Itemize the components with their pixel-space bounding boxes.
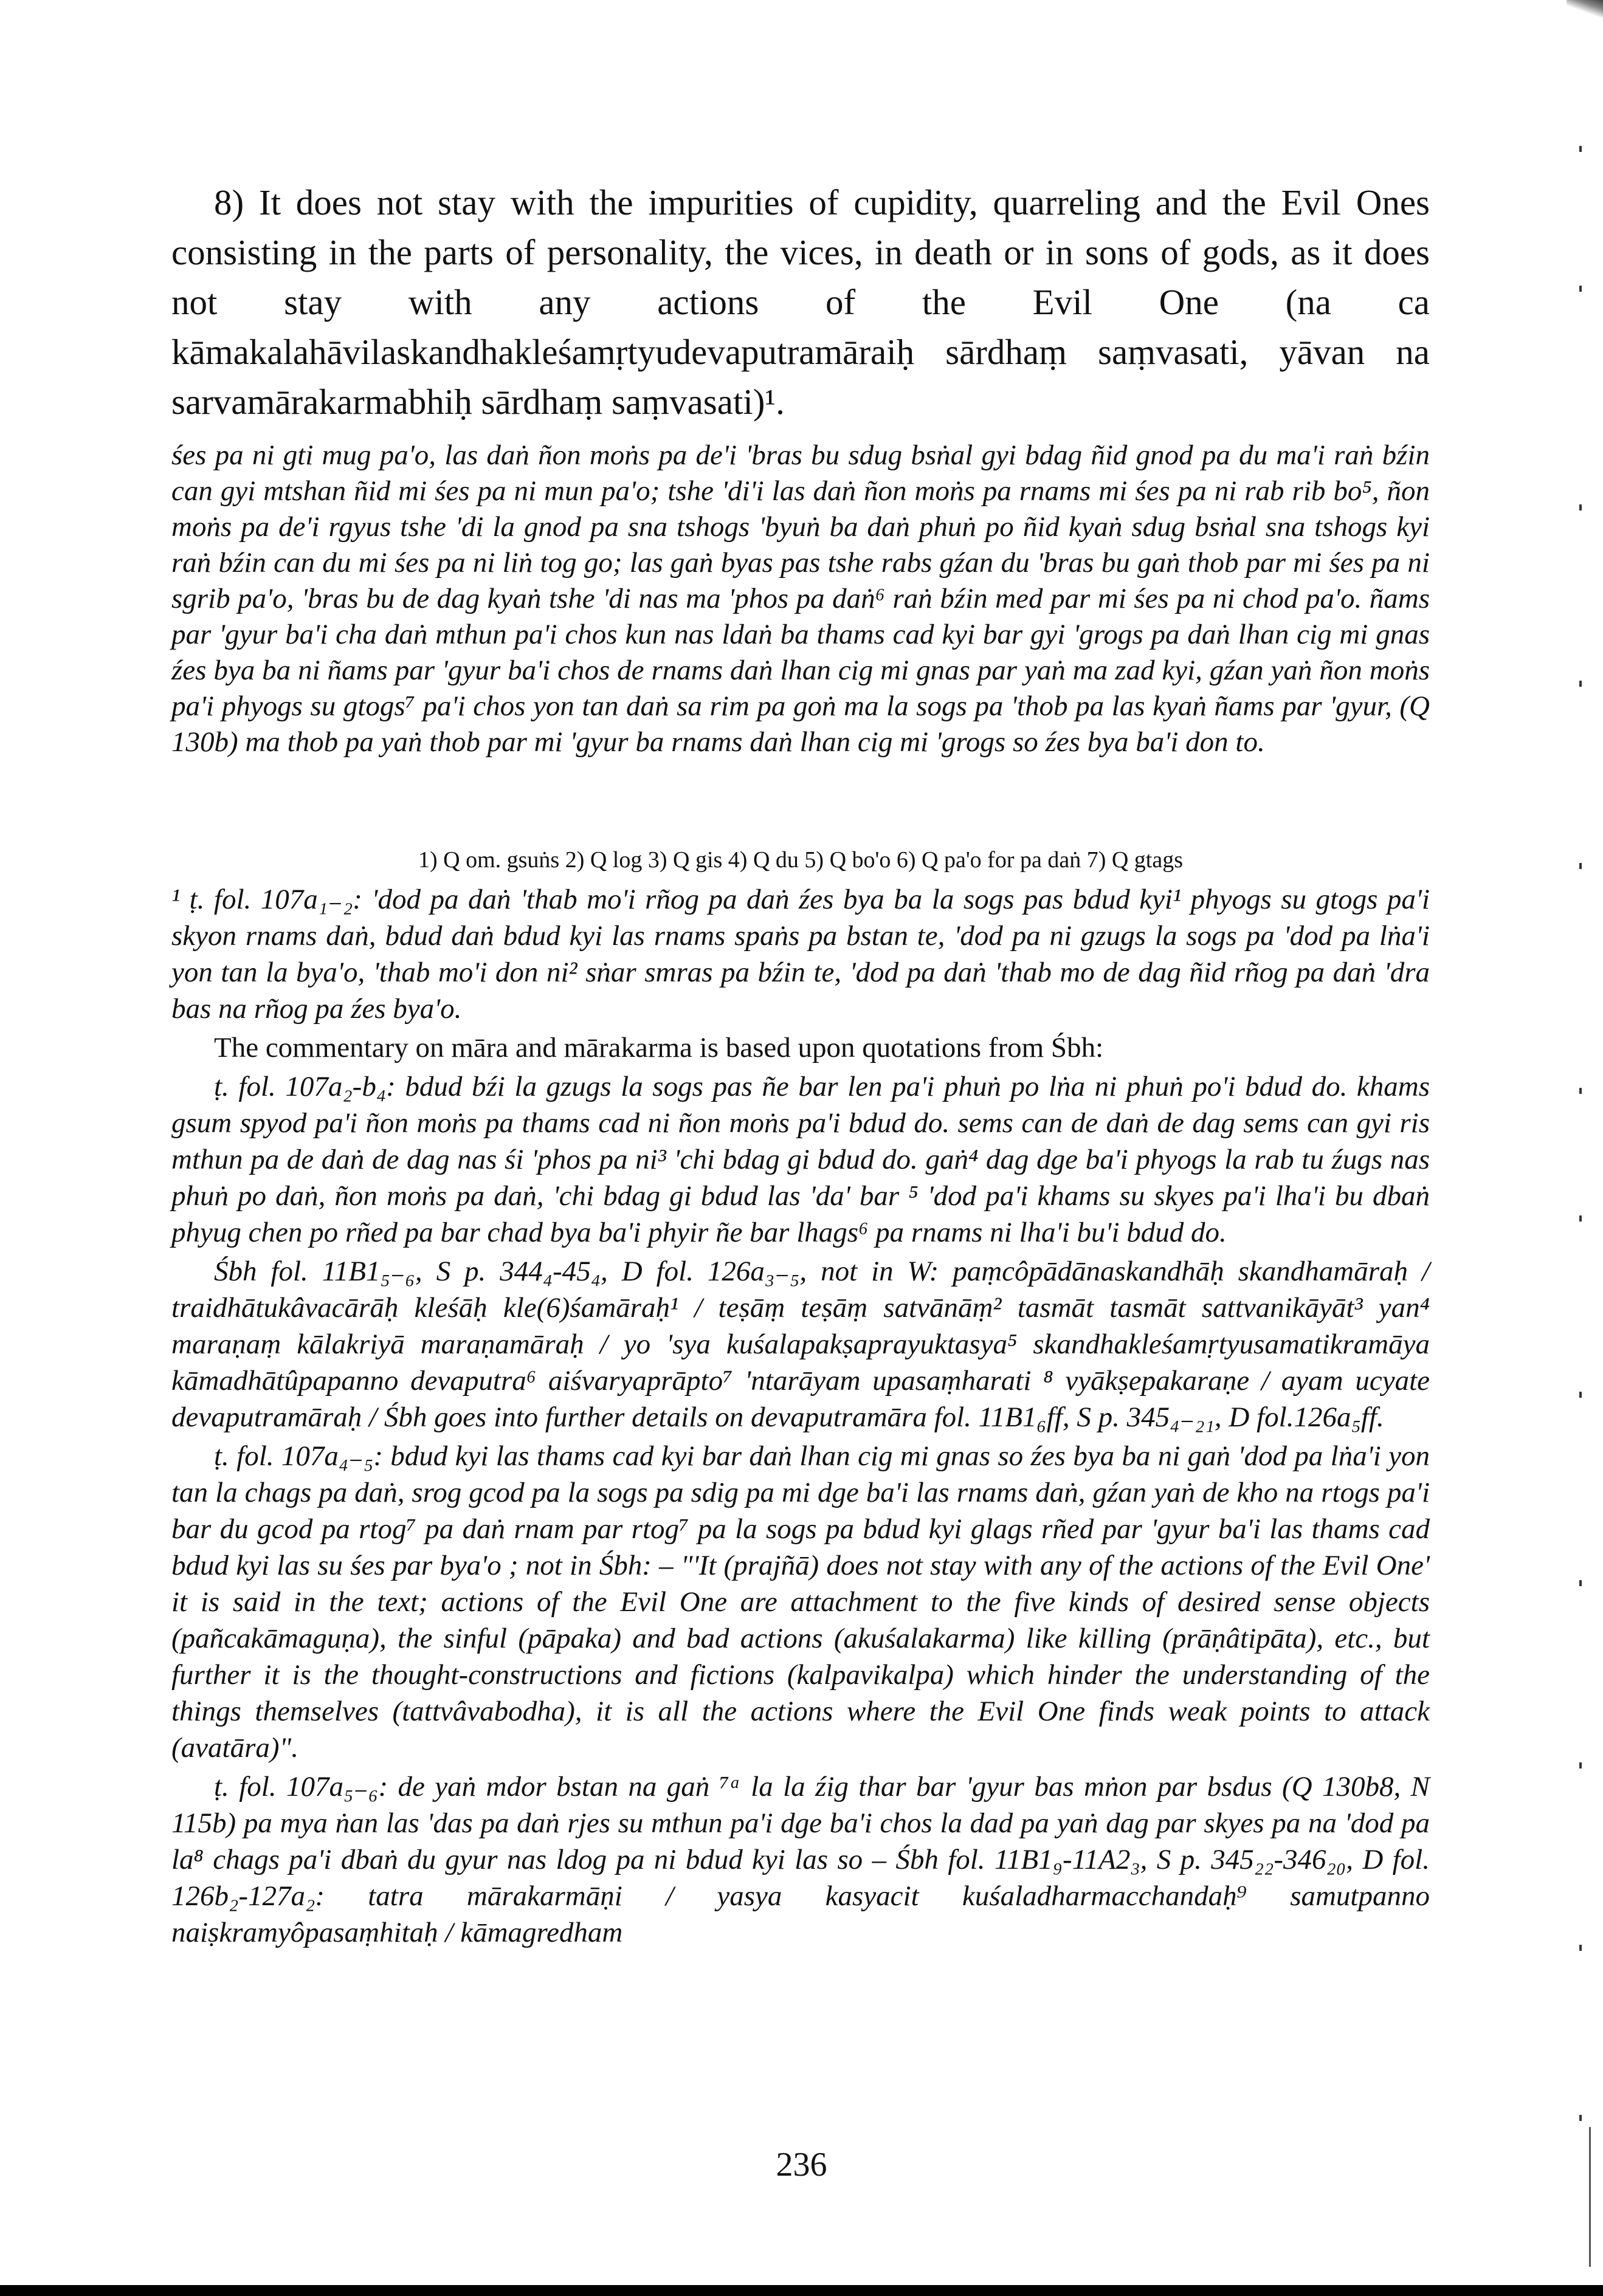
- variant-readings: 1) Q om. gsuṅs 2) Q log 3) Q gis 4) Q du 5) Q bo'o 6) Q pa'o for pa daṅ 7) Q gtags: [418, 847, 1184, 873]
- commentary-sbh-quote: Śbh fol. 11B1₅₋₆, S p. 344₄-45₄, D fol. 126a₃₋₅, not in W: paṃcôpādānaskandhāḥ skandhamāraḥ / traidhātukâvacārāḥ kleśāḥ kle(6)śamāraḥ¹ / teṣāṃ teṣāṃ satvānāṃ² tasmāt tasmāt sattvanikāyāt³ yan⁴ maraṇaṃ kālakriyā maraṇamāraḥ / yo 'sya kuśalapakṣaprayuktasya⁵ skandhakleśamṛtyusamatikramāya kāmadhātûpapanno devaputra⁶ aiśvaryaprāpto⁷ 'ntarāyam upasaṃharati ⁸ vyākṣepakaraṇe / ayam ucyate devaputramāraḥ / Śbh goes into further details on devaputramāra fol. 11B1₆ff, S p. 345₄₋₂₁, D fol.126a₅ff.: [171, 1256, 1430, 1433]
- margin-mark: [1579, 1215, 1582, 1222]
- margin-mark: [1579, 1392, 1582, 1398]
- commentary-mara-karma: ṭ. fol. 107a₅₋₆: de yaṅ mdor bstan na gaṅ ⁷ᵃ la la źig thar bar 'gyur bas mṅon par bsdus (Q 130b8, N 115b) pa mya ṅan las 'das pa daṅ rjes su mthun pa'i dge ba'i chos la dad pa yaṅ dag par skyes pa na 'dod pa la⁸ chags pa'i dbaṅ du gyur nas ldog pa ni bdud kyi las so – Śbh fol. 11B1₉-11A2₃, S p. 345₂₂-346₂₀, D fol. 126b₂-127a₂: tatra mārakarmāṇi / yasya kasyacit kuśaladharmacchandaḥ⁹ samutpanno naiṣkramyôpasaṃhitaḥ / kāmagredham: [171, 1771, 1430, 1948]
- footnote-1: ¹ ṭ. fol. 107a₁₋₂: 'dod pa daṅ 'thab mo'i rñog pa daṅ źes bya ba la sogs pas bdud kyi¹ phyogs su gtogs pa'i skyon rnams daṅ, bdud daṅ bdud kyi las rnams spaṅs pa bstan te, 'dod pa ni gzugs la sogs pa 'dod pa lṅa'i yon tan la bya'o, 'thab mo'i don ni² sṅar smras pa bźin te, 'dod pa daṅ 'thab mo de dag ñid rñog pa daṅ 'dra bas na rñog pa źes bya'o.: [171, 884, 1430, 1025]
- margin-mark: [1579, 1088, 1582, 1094]
- footnote-commentary: [171, 881, 1430, 1953]
- margin-mark: [1579, 146, 1582, 152]
- main-paragraph: [171, 177, 1430, 427]
- margin-mark: [1579, 1580, 1582, 1586]
- page-number: 236: [776, 2146, 827, 2184]
- paragraph-8: 8) It does not stay with the impurities of cupidity, quarreling and the Evil Ones consisting in the parts of personality, the vices, in death or in sons of gods, as it does not stay with any actions of the Evil One (na ca kāmakalahāvilaskandhakleśamṛtyudevaputramāraiḥ sārdhaṃ saṃvasati, yāvan na sarvamārakarmabhiḥ sārdhaṃ saṃvasati)¹.: [171, 182, 1430, 422]
- scan-bottom-edge: [0, 2285, 1603, 2296]
- margin-mark: [1579, 286, 1582, 292]
- commentary-four-maras: ṭ. fol. 107a₂-b₄: bdud bźi la gzugs la sogs pas ñe bar len pa'i phuṅ po lṅa ni phuṅ po'i bdud do. khams gsum spyod pa'i ñon moṅs pa thams cad ni ñon moṅs pa'i bdud do. sems can de daṅ de dag sems can gyi ris mthun pa de daṅ de dag nas śi 'phos pa ni³ 'chi bdag gi bdud do. gaṅ⁴ dag dge ba'i phyogs la rab tu źugs nas phuṅ po daṅ, ñon moṅs pa daṅ, 'chi bdag gi bdud las 'da' bar ⁵ 'dod pa'i khams su skyes pa'i lha'i bu dbaṅ phyug chen po rñed pa bar chad bya ba'i phyir ñe bar lhags⁶ pa rnams ni lha'i bu'i bdud do.: [171, 1071, 1430, 1248]
- margin-mark: [1579, 681, 1582, 687]
- scan-corner-mark: [1567, 0, 1603, 18]
- tibetan-commentary: śes pa ni gti mug pa'o, las daṅ ñon moṅs pa de'i 'bras bu sdug bsṅal gyi bdag ñid gnod pa du ma'i raṅ bźin can gyi mtshan ñid mi śes pa ni mun pa'o; tshe 'di'i las daṅ ñon moṅs pa rnams mi śes pa ni rab rib bo⁵, ñon moṅs pa de'i rgyus tshe 'di la gnod pa sna tshogs 'byuṅ ba daṅ phuṅ po ñid kyaṅ sdug bsṅal sna tshogs kyi raṅ bźin can du mi śes pa ni liṅ tog go; las gaṅ byas pas tshe rabs gźan du 'bras bu gaṅ thob par mi śes pa ni sgrib pa'o, 'bras bu de dag kyaṅ tshe 'di nas ma 'phos pa daṅ⁶ raṅ bźin med par mi śes pa ni chod pa'o. ñams par 'gyur ba'i cha daṅ mthun pa'i chos kun nas ldaṅ ba thams cad kyi bar gyi 'grogs pa daṅ lhan cig mi gnas źes bya ba ni ñams par 'gyur ba'i chos de rnams daṅ lhan cig mi gnas par yaṅ ma zad kyi, gźan yaṅ ñon moṅs pa'i phyogs su gtogs⁷ pa'i chos yon tan daṅ sa rim pa goṅ ma la sogs pa 'thob pa las kyaṅ ñams par 'gyur, (Q 130b) ma thob pa yaṅ thob par mi 'gyur ba rnams daṅ lhan cig mi 'grogs so źes bya ba'i don to.: [171, 439, 1430, 758]
- margin-mark: [1579, 1762, 1582, 1768]
- margin-mark: [1579, 1945, 1582, 1951]
- margin-mark: [1579, 863, 1582, 869]
- margin-mark: [1579, 2115, 1582, 2121]
- commentary-intro: The commentary on māra and mārakarma is based upon quotations from Śbh:: [214, 1032, 1104, 1064]
- commentary-mara-actions: ṭ. fol. 107a₄₋₅: bdud kyi las thams cad kyi bar daṅ lhan cig mi gnas so źes bya ba ni gaṅ 'dod pa lṅa'i yon tan la chags pa daṅ, srog gcod pa la sogs pa sdig pa mi dge ba'i las rnams daṅ, gźan yaṅ de kho na rtogs pa'i bar du gcod pa rtog⁷ pa daṅ rnam par rtog⁷ pa la sogs pa bdud kyi glags rñed par 'gyur ba'i las thams cad bdud kyi las su śes par bya'o ; not in Śbh: – "'It (prajñā) does not stay with any of the actions of the Evil One' it is said in the text; actions of the Evil One are attachment to the five kinds of desired sense objects (pañcakāmaguṇa), the sinful (pāpaka) and bad actions (akuśalakarma) like killing (prāṇâtipāta), etc., but further it is the thought-constructions and fictions (kalpavikalpa) which hinder the understanding of the things themselves (tattvâvabodha), it is all the actions where the Evil One finds weak points to attack (avatāra)".: [171, 1440, 1430, 1764]
- scan-edge-line: [1589, 2127, 1591, 2267]
- margin-mark: [1579, 504, 1582, 510]
